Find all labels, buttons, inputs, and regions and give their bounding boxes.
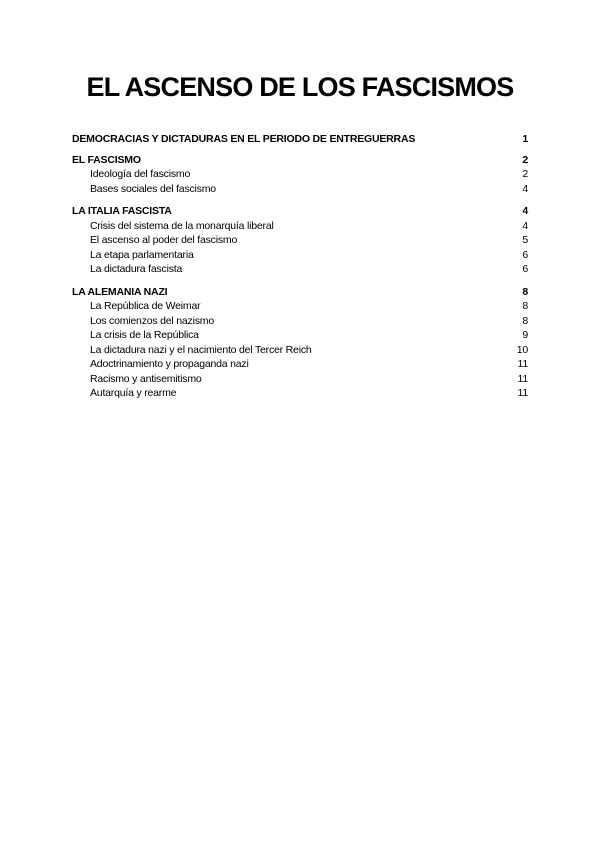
toc-entry-row[interactable]	[72, 233, 528, 248]
toc-entry-page: 9	[522, 329, 528, 341]
table-of-contents	[72, 132, 528, 409]
toc-entry-page: 11	[517, 372, 528, 385]
toc-entry-label: El ascenso al poder del fascismo	[90, 234, 238, 246]
toc-entry-label: Adoctrinamiento y propaganda nazi	[90, 358, 249, 370]
toc-entry-page: 4	[522, 219, 528, 232]
toc-section	[72, 285, 528, 401]
toc-entry-row[interactable]	[72, 262, 528, 277]
toc-entry-row[interactable]	[72, 372, 528, 387]
toc-entry-label: La dictadura fascista	[90, 263, 183, 275]
toc-entry-row[interactable]	[72, 299, 528, 314]
toc-entry-row[interactable]	[72, 219, 528, 234]
toc-entry-label: Autarquía y rearme	[90, 387, 177, 399]
toc-heading-label: DEMOCRACIAS Y DICTADURAS EN EL PERIODO DE ENTREGUERRAS	[72, 133, 416, 145]
toc-heading-page: 2	[522, 153, 528, 166]
toc-entry-row[interactable]	[72, 167, 528, 182]
toc-entry-row[interactable]	[72, 248, 528, 263]
toc-heading-label: LA ALEMANIA NAZI	[72, 285, 168, 298]
toc-entry-row[interactable]	[72, 343, 528, 358]
toc-entry-row[interactable]	[72, 182, 528, 197]
toc-entry-label: La dictadura nazi y el nacimiento del Tercer Reich	[90, 343, 312, 356]
toc-entry-label: Crisis del sistema de la monarquía liberal	[90, 219, 274, 232]
toc-entry-label: Racismo y antisemitismo	[90, 372, 202, 385]
toc-entry-label: La crisis de la República	[90, 329, 199, 341]
toc-heading-row[interactable]	[72, 285, 528, 300]
toc-heading-page: 1	[522, 133, 528, 145]
toc-heading-page: 8	[522, 285, 528, 298]
toc-entry-label: Los comienzos del nazismo	[90, 314, 214, 327]
toc-heading-row[interactable]	[72, 132, 528, 147]
toc-entry-page: 10	[516, 343, 528, 356]
toc-heading-label: EL FASCISMO	[72, 153, 141, 166]
toc-entry-label: La etapa parlamentaria	[90, 248, 194, 261]
toc-heading-row[interactable]	[72, 153, 528, 168]
toc-section	[72, 132, 528, 147]
toc-section	[72, 153, 528, 197]
toc-entry-label: Ideología del fascismo	[90, 168, 191, 180]
toc-entry-row[interactable]	[72, 314, 528, 329]
toc-entry-label: La República de Weimar	[90, 300, 201, 312]
toc-entry-page: 4	[522, 182, 528, 195]
document-title: EL ASCENSO DE LOS FASCISMOS	[86, 72, 514, 102]
toc-entry-row[interactable]	[72, 328, 528, 343]
toc-heading-page: 4	[522, 205, 528, 217]
toc-entry-page: 8	[522, 300, 528, 312]
toc-heading-row[interactable]	[72, 204, 528, 219]
toc-entry-page: 2	[522, 168, 528, 180]
toc-entry-page: 6	[522, 248, 528, 261]
toc-entry-label: Bases sociales del fascismo	[90, 182, 216, 195]
toc-entry-page: 11	[517, 358, 528, 370]
toc-entry-page: 11	[517, 387, 528, 399]
toc-entry-row[interactable]	[72, 386, 528, 401]
toc-section	[72, 204, 528, 277]
toc-entry-page: 8	[522, 314, 528, 327]
toc-entry-page: 5	[522, 234, 528, 246]
toc-heading-label: LA ITALIA FASCISTA	[72, 205, 172, 217]
toc-entry-page: 6	[522, 263, 528, 275]
toc-entry-row[interactable]	[72, 357, 528, 372]
